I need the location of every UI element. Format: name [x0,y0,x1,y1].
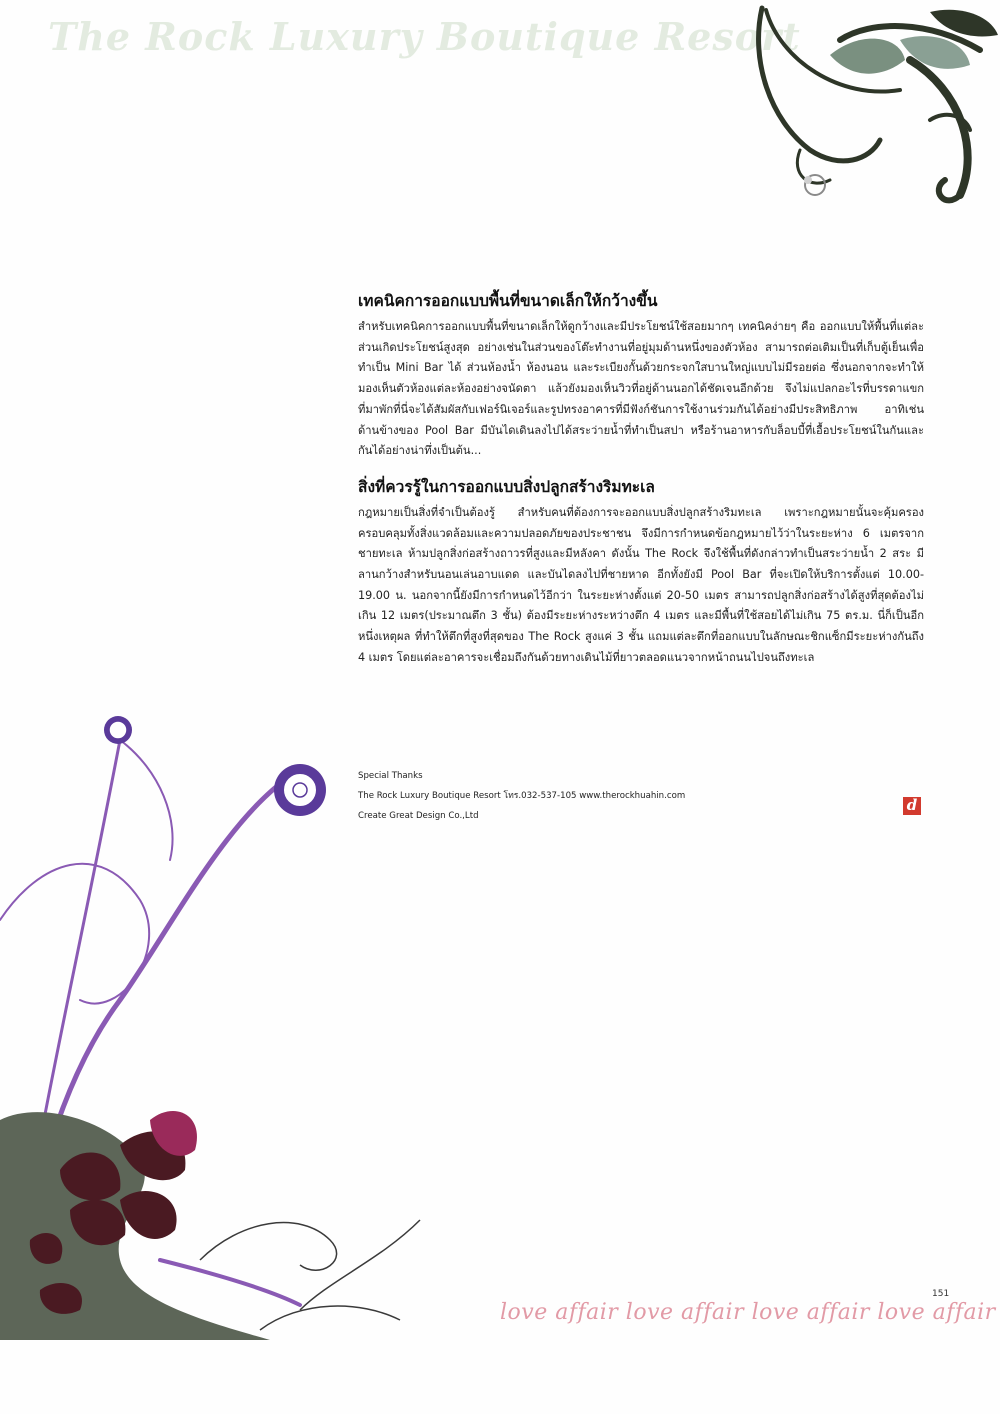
credits-special-thanks: Special Thanks [358,771,423,781]
section-body-small-space-design: สำหรับเทคนิคการออกแบบพื้นที่ขนาดเล็กให้ดูกว้างและมีประโยชน์ใช้สอยมากๆ เทคนิคง่ายๆ คือ ออกแบบให้พื้นที่แต่ละส่วนเกิดประโยชน์สูงสุด อย่างเช่นในส่วนของโต๊ะทำงานที่อยู่มุมด้านหนึ่งของตัวห้อง สามารถต่อเติมเป็นที่เก็บตู้เย็นเพื่อทำเป็น Mini Bar ได้ ส่วนห้องน้ำ ห้องนอน และระเบียงกั้นด้วยกระจกใสบานใหญ่แบบไม่มีรอยต่อ ซึ่งนอกจากจะทำให้มองเห็นตัวห้องแต่ละห้องอย่างจนัดตา แล้วยังมองเห็นวิวที่อยู่ด้านนอกได้ชัดเจนอีกด้วย จึงไม่แปลกอะไรที่บรรดาแขกที่มาพักที่นี่จะได้สัมผัสกับเฟอร์นิเจอร์และรูปทรงอาคารที่มีฟังก์ชันการใช้งานร่วมกันได้อย่างมีประสิทธิภาพ อาทิเช่น ด้านข้างของ Pool Bar มีบันไดเดินลงไปได้สระว่ายน้ำที่ทำเป็นสปา หรือร้านอาหารกับล็อบบี้ที่เอื้อประโยชน์ในกันและกันได้อย่างน่าทึ่งเป็นต้น... [358,320,924,458]
credits-resort-contact: The Rock Luxury Boutique Resort โทร.032-537-105 www.therockhuahin.com [358,791,686,801]
article-body [358,288,924,669]
top-right-vine-illustration [730,0,1000,220]
publisher-logo: d [903,797,921,815]
credits-design-company: Create Great Design Co.,Ltd [358,811,479,821]
section-body-beachfront-construction: กฎหมายเป็นสิ่งที่จำเป็นต้องรู้ สำหรับคนที่ต้องการจะออกแบบสิ่งปลูกสร้างริมทะเล เพราะกฎหมายนั้นจะคุ้มครองครอบคลุมทั้งสิ่งแวดล้อมและความปลอดภัยของประชาชน จึงมีการกำหนดข้อกฎหมายไว้ว่าในระยะห่าง 6 เมตรจากชายทะเล ห้ามปลูกสิ่งก่อสร้างถาวรที่สูงและมีหลังคา ดังนั้น The Rock จึงใช้พื้นที่ดังกล่าวทำเป็นสระว่ายน้ำ 2 สระ มีลานกว้างสำหรับนอนเล่นอาบแดด และบันไดลงไปที่ชายหาด อีกทั้งยังมี Pool Bar ที่จะเปิดให้บริการตั้งแต่ 10.00-19.00 น. นอกจากนี้ยังมีการกำหนดไว้อีกว่า ในระยะห่างตั้งแต่ 20-50 เมตร สามารถปลูกสิ่งก่อสร้างได้สูงที่สุดต้องไม่เกิน 12 เมตร(ประมาณตึก 3 ชั้น) ต้องมีระยะห่างระหว่างตึก 4 เมตร และมีพื้นที่ใช้สอยได้ไม่เกิน 75 ตร.ม. นี่ก็เป็นอีกหนึ่งเหตุผล ที่ทำให้ตึกที่สูงที่สุดของ The Rock สูงแค่ 3 ชั้น แถมแต่ละตึกที่ออกแบบในลักษณะชิกแซ็กมีระยะห่างกันถึง 4 เมตร โดยแต่ละอาคารจะเชื่อมถึงกันด้วยทางเดินไม้ที่ยาวตลอดแนวจากหน้าถนนไปจนถึงทะเล [358,505,924,664]
credits-block [358,766,778,826]
section-heading-beachfront-construction: สิ่งที่ควรรู้ในการออกแบบสิ่งปลูกสร้างริมทะเล [358,477,655,496]
page-number: 151 [932,1289,950,1299]
footer-tagline: love affair love affair love affair love affair [500,1300,996,1325]
masthead-title: The Rock Luxury Boutique Resort [48,14,801,59]
section-heading-small-space-design: เทคนิคการออกแบบพื้นที่ขนาดเล็กให้กว้างขึ้น [358,292,658,310]
